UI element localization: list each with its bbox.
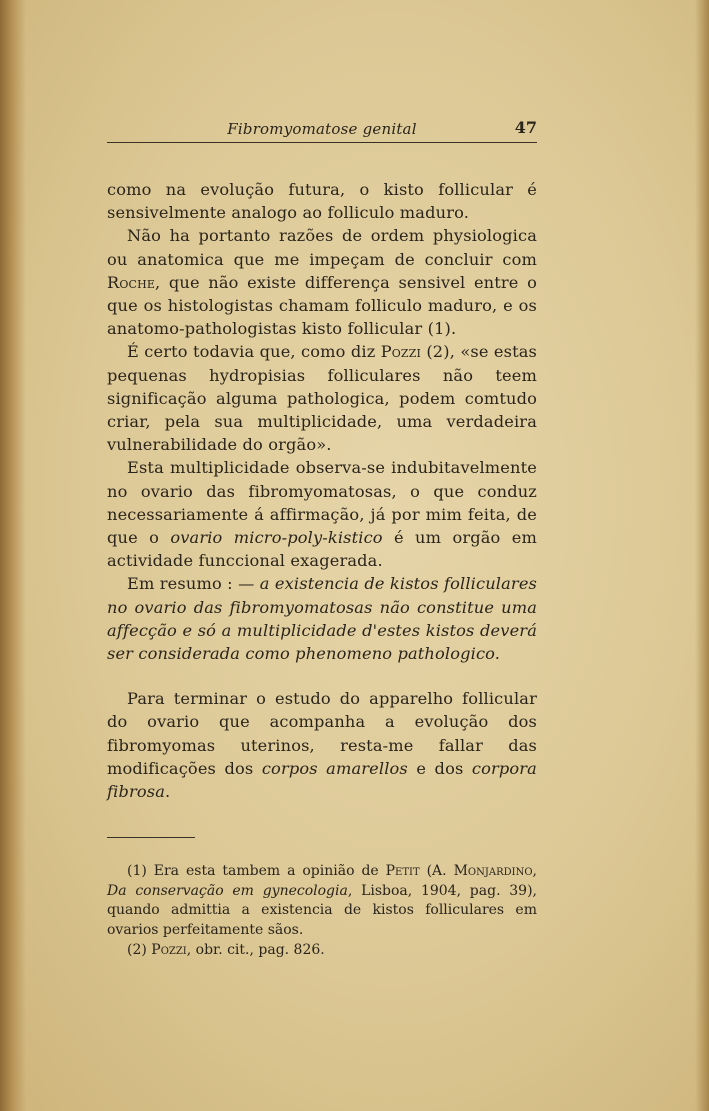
author-name-pozzi-footnote: Pozzi [151, 941, 187, 958]
paragraph-6-text-c: . [165, 782, 171, 802]
section-gap [107, 665, 537, 687]
cited-work-title: Da conservação em gynecologia [107, 882, 348, 899]
term-ovario-micro-poly-kistico: ovario micro-poly-kistico [170, 528, 383, 548]
paragraph-6-text-a: Para terminar o estudo do apparelho follicular do ovario que acompanha a evolução dos fibromyomas uterinos, resta-me fallar das modificações dos [107, 689, 537, 778]
paragraph-3 [107, 340, 537, 456]
paragraph-4-text-a: Esta multiplicidade observa-se indubitavelmente no ovario das fibromyomatosas, o que conduz necessariamente á affirmação, já por mim feita, de que o [107, 458, 537, 548]
paragraph-2-text-b: , que não existe differença sensivel entre o que os histologistas chamam folliculo maduro, e os anatomo-pathologistas kisto follicular (1). [107, 272, 537, 339]
footnote-1 [107, 862, 537, 940]
book-page [107, 114, 537, 960]
author-name-monjardino: Monjardino [453, 863, 533, 880]
running-title: Fibromyomatose genital [227, 120, 417, 138]
footnotes [107, 862, 537, 960]
running-head [107, 114, 537, 142]
paragraph-2-text-a: Não ha portanto razões de ordem physiologica ou anatomica que me impeçam de concluir com [107, 226, 537, 269]
paragraph-3-text-b: (2), «se estas pequenas hydropisias folliculares não teem significação alguma pathologica, podem comtudo criar, pela sua multiplicidade, uma verdadeira vulnerabilidade do orgão». [107, 342, 537, 455]
paragraph-2 [107, 224, 537, 340]
header-rule [107, 142, 537, 143]
footnote-1-text-b: (A. [419, 863, 454, 880]
footnote-1-text-d: , Lisboa, 1904, pag. 39), quando admittia a existencia de kistos folliculares em ovarios perfeitamente sãos. [107, 882, 537, 939]
page-left-edge [0, 0, 26, 1111]
conclusion-italic: a existencia de kistos folliculares no ovario das fibromyomatosas não constitue uma affecção e só a multiplicidade d'estes kistos deverá ser considerada como phenomeno pathologico. [107, 574, 538, 664]
paragraph-5 [107, 572, 537, 665]
footnote-2 [107, 941, 537, 961]
author-name-roche: Roche [107, 272, 155, 292]
author-name-pozzi: Pozzi [380, 342, 422, 362]
paragraph-4 [107, 456, 537, 572]
term-corpos-amarellos: corpos amarellos [261, 758, 408, 778]
footnote-1-text-a: (1) Era esta tambem a opinião de [127, 863, 386, 880]
paragraph-6 [107, 687, 537, 803]
page-right-edge [695, 0, 709, 1111]
page-number: 47 [514, 118, 537, 137]
paragraph-1-text: como na evolução futura, o kisto follicular é sensivelmente analogo ao folliculo maduro. [107, 180, 537, 223]
term-corpora-fibrosa: corpora fibrosa [107, 758, 537, 802]
paragraph-4-text-b: é um orgão em actividade funccional exagerada. [107, 528, 537, 571]
paragraph-3-text-a: É certo todavia que, como diz [127, 342, 381, 362]
body-text [107, 178, 537, 803]
author-name-petit: Petit [385, 863, 420, 880]
footnote-rule [107, 837, 195, 838]
footnote-1-text-c: , [532, 863, 537, 880]
footnote-2-text-a: (2) [127, 941, 152, 958]
paragraph-5-text-a: Em resumo : — [127, 574, 260, 594]
paragraph-1 [107, 178, 537, 224]
paragraph-6-text-b: e dos [407, 758, 472, 778]
footnote-2-text-b: , obr. cit., pag. 826. [186, 941, 325, 958]
